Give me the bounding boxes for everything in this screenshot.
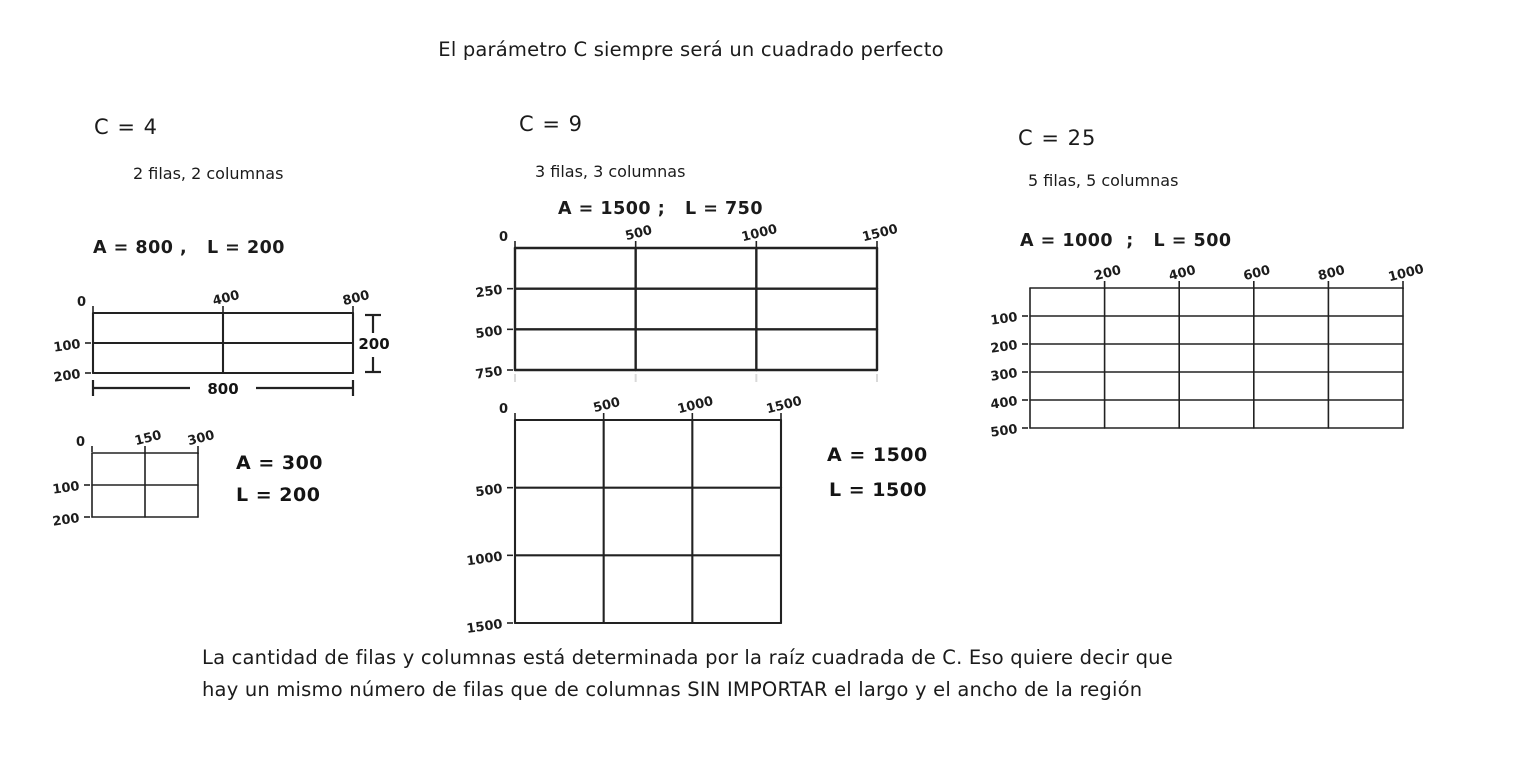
grid-c25-y-tick-label: 200: [989, 338, 1019, 357]
grid-c25-x-tick-label: 200: [1092, 263, 1123, 285]
grid-c25-x-tick-label: 600: [1241, 263, 1272, 285]
grid-c9-bottom-y-tick-label: 1500: [465, 617, 504, 637]
section-c9-area-length-label: A = 1500 ; L = 750: [558, 199, 763, 219]
grid-c25-x-tick-label: 400: [1167, 263, 1198, 285]
grid-c4-small-annotation-1: L = 200: [236, 484, 321, 506]
grid-c4-main-width-dim-label: 800: [207, 380, 239, 398]
grid-c9-top-x-tick-label: 1000: [740, 221, 779, 246]
grid-c9-top-y-tick-label: 750: [474, 364, 504, 383]
grid-c4-small-annotation-0: A = 300: [236, 452, 324, 474]
grid-c25-x-tick-label: 800: [1316, 263, 1347, 285]
grid-c4-main-x-tick-label: 400: [211, 288, 242, 310]
grid-c25-y-tick-label: 100: [989, 310, 1019, 329]
section-c4-rows-cols-label: 2 filas, 2 columnas: [133, 164, 284, 183]
section-c9-rows-cols-label: 3 filas, 3 columnas: [535, 162, 686, 181]
grid-c9-bottom-y-tick-label: 1000: [465, 549, 504, 570]
grid-c4-main-origin-label: 0: [76, 295, 86, 310]
grid-c9-bottom-annotation-0: A = 1500: [827, 444, 928, 466]
grid-c4-small-origin-label: 0: [75, 435, 85, 450]
footer-explanation-line2: hay un mismo número de filas que de columnas SIN IMPORTAR el largo y el ancho de la región: [202, 678, 1143, 701]
grid-c4-small-x-tick-label: 300: [186, 428, 217, 450]
grid-c9-bottom-x-tick-label: 1500: [764, 393, 804, 418]
grid-c9-bottom-annotation-1: L = 1500: [829, 479, 928, 501]
grid-c9-bottom-x-tick-label: 1000: [676, 393, 715, 418]
grid-c9-bottom-x-tick-label: 500: [591, 395, 622, 417]
grid-c25-x-tick-label: 1000: [1386, 261, 1426, 286]
section-c25-rows-cols-label: 5 filas, 5 columnas: [1028, 171, 1179, 190]
section-c4-area-length-label: A = 800 , L = 200: [93, 238, 285, 258]
grid-c4-main-height-dim-label: 200: [358, 335, 390, 353]
grid-c9-top-y-tick-label: 250: [474, 282, 504, 302]
section-c9-heading: C = 9: [519, 112, 583, 136]
grid-c25-y-tick-label: 400: [989, 394, 1019, 413]
grid-c25-y-tick-label: 500: [989, 422, 1019, 441]
grid-c4-small-x-tick-label: 150: [133, 428, 164, 450]
section-c4-heading: C = 4: [94, 115, 158, 139]
section-c25-heading: C = 25: [1018, 126, 1097, 150]
grid-c4-small-y-tick-label: 100: [51, 479, 81, 498]
grid-c9-top-y-tick-label: 500: [474, 323, 504, 343]
grid-c9-top-x-tick-label: 1500: [860, 221, 900, 246]
grid-c9-bottom-y-tick-label: 500: [474, 481, 504, 501]
grid-c9-bottom-origin-label: 0: [498, 402, 508, 417]
section-c25-area-length-label: A = 1000 ; L = 500: [1020, 231, 1232, 251]
grid-c9-top-x-tick-label: 500: [623, 223, 654, 245]
footer-explanation-line1: La cantidad de filas y columnas está determinada por la raíz cuadrada de C. Eso quiere decir que: [202, 646, 1173, 669]
grid-c9-top-origin-label: 0: [498, 230, 508, 245]
grid-c4-main-y-tick-label: 200: [52, 367, 82, 386]
grid-c4-small-y-tick-label: 200: [51, 511, 81, 530]
grid-c4-main-x-tick-label: 800: [341, 288, 372, 310]
grid-c4-main-y-tick-label: 100: [52, 337, 82, 356]
grid-c25-y-tick-label: 300: [989, 366, 1019, 385]
page-title: El parámetro C siempre será un cuadrado perfecto: [438, 38, 944, 61]
